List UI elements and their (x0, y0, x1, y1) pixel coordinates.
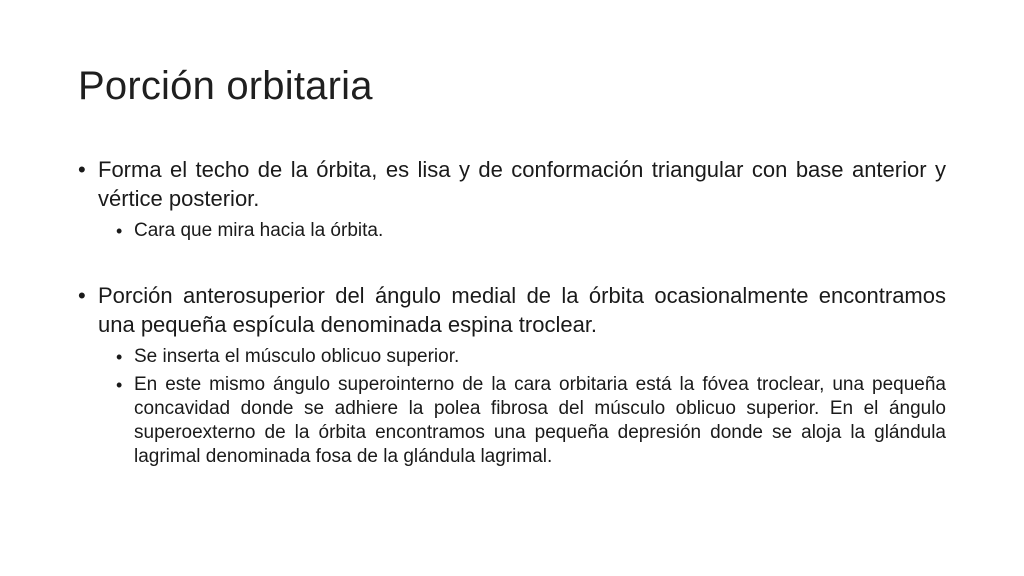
bullet-icon: • (116, 221, 123, 241)
sub-bullet-text: En este mismo ángulo superointerno de la cara orbitaria está la fóvea troclear, una pequeña concavidad donde se adhiere la polea fibrosa del músculo oblicuo superior. En el ángulo superoexterno de la órbita encontramos una pequeña depresión donde se aloja la glándula lagrimal denominada fosa de la glándula lagrimal. (134, 374, 946, 467)
sub-bullet-item (116, 373, 946, 469)
slide-title: Porción orbitaria (78, 64, 373, 108)
bullet-icon: • (116, 375, 123, 395)
slide-content (78, 155, 946, 469)
bullet-icon: • (78, 157, 86, 182)
bullet-item (78, 281, 946, 339)
bullet-icon: • (116, 347, 123, 367)
bullet-item (78, 155, 946, 213)
bullet-icon: • (78, 283, 86, 308)
sub-bullet-text: Se inserta el músculo oblicuo superior. (134, 346, 460, 367)
sub-bullet-item (116, 219, 946, 243)
bullet-text: Porción anterosuperior del ángulo medial de la órbita ocasionalmente encontramos una pequeña espícula denominada espina troclear. (98, 283, 946, 337)
bullet-text: Forma el techo de la órbita, es lisa y de conformación triangular con base anterior y vértice posterior. (98, 157, 946, 211)
sub-bullet-item (116, 345, 946, 369)
sub-bullet-text: Cara que mira hacia la órbita. (134, 220, 384, 241)
